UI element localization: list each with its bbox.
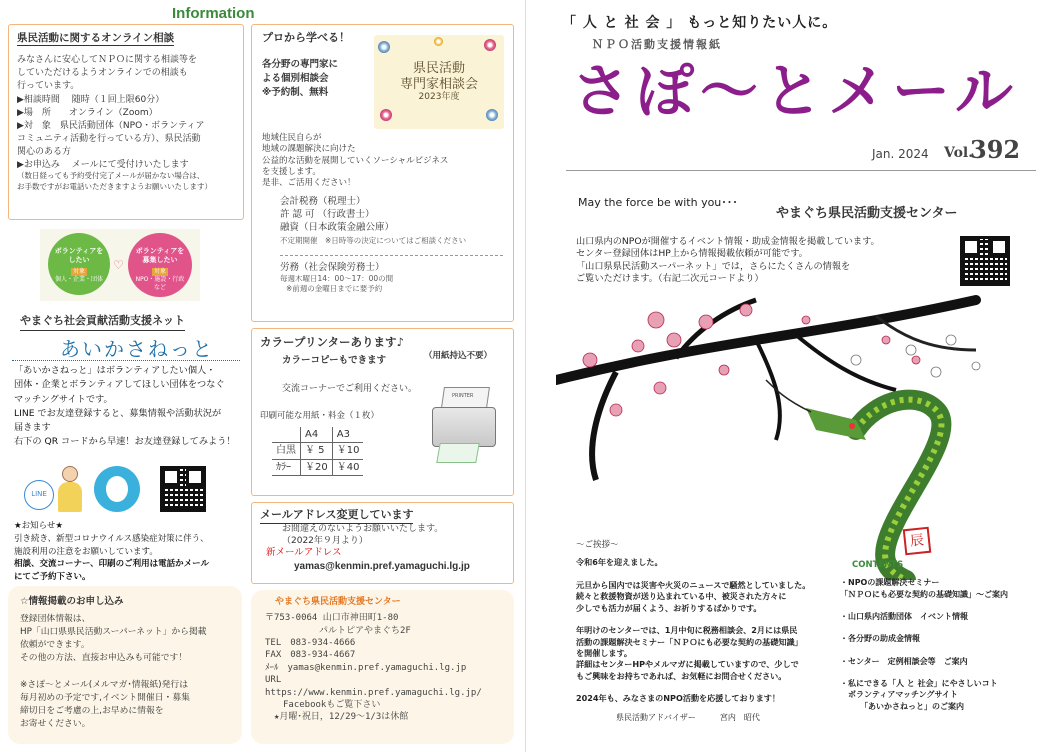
notice-line: 相談、交流コーナー、印刷のご利用は電話かメール	[14, 559, 209, 570]
aika-body-line: 団体・企業とボランティアしてほしい団体をつなぐ	[14, 379, 225, 391]
center-line: ﾒｰﾙ yamas@kenmin.pref.yamaguchi.lg.jp	[265, 662, 467, 673]
notice-body	[14, 533, 244, 584]
pro-item: 融資（日本政策金融公庫）	[280, 221, 395, 233]
online-intro-line: みなさんに安心してＮＰＯに関する相談等を	[17, 55, 198, 66]
price-table	[272, 427, 363, 477]
price-cell: 白黒	[272, 443, 301, 460]
notice-line: 施設利用の注意をお願いしています。	[14, 546, 158, 557]
notice-title: ★お知らせ★	[14, 521, 63, 531]
volume-label: Vol.	[944, 145, 974, 161]
listing-line: お寄せください。	[20, 719, 91, 730]
aika-heading: やまぐち社会貢献活動支援ネット	[20, 314, 185, 331]
new-mail-label: 新メールアドレス	[266, 547, 342, 559]
notice-line: 引き続き、新型コロナウイルス感染症対策に伴う、	[14, 533, 209, 544]
online-note-line: お手数ですがお電話いただきますようお願いいたします）	[17, 181, 212, 191]
price-cell: ￥10	[332, 443, 363, 460]
center-line: TEL 083-934-4666	[265, 637, 356, 648]
pro-item: 会計税務（税理士）	[280, 195, 366, 207]
mail-change-box	[251, 502, 514, 584]
labor-note: ※前週の金曜日までに要予約	[286, 284, 383, 294]
printer-box	[251, 328, 514, 496]
greeting-line: 活動の課題解決セミナー「ＮＰＯにも必要な契約の基礎知識」	[576, 636, 803, 647]
greeting-line	[576, 614, 828, 625]
greeting	[576, 540, 828, 724]
pro-sub-line: 各分野の専門家に	[262, 58, 339, 70]
heart-icon: ♡	[113, 258, 124, 272]
aika-body-line: 右下の QR コードから早速！お友達登録してみよう！	[14, 436, 236, 448]
pro-item: 許 認 可 （行政書士）	[280, 208, 375, 220]
online-intro-line: 行っています。	[17, 81, 80, 92]
greeting-line	[576, 569, 828, 580]
online-row-line: ▶対 象 県民活動団体（NPO・ボランティア	[17, 120, 205, 131]
price-cell: ￥40	[332, 459, 363, 476]
aika-qr-code[interactable]	[160, 466, 206, 512]
greeting-body	[576, 557, 828, 704]
badge-right-line: 募集したい	[142, 256, 178, 265]
tagline: 「 人 と 社 会 」 もっと知りたい人に。	[562, 15, 838, 31]
pro-body-line: 公益的な活動を展開していくソーシャルビジネス	[262, 155, 449, 166]
online-row-line: コミュニティ活動を行っている方）、県民活動	[17, 134, 201, 145]
center-line: ★月曜･祝日，12/29～1/3は休館	[265, 712, 409, 723]
intro-text	[576, 236, 956, 286]
center-line: Facebookもご覧下さい	[265, 699, 381, 710]
online-row-line: 関心のある方	[17, 147, 72, 158]
printer-illustration: PRINTER	[428, 387, 500, 465]
aika-body-line: LINE でお友達登録すると、募集情報や活動状況が	[14, 407, 222, 419]
center-name: やまぐち県民活動支援センター	[776, 206, 958, 221]
supernet-qr-code[interactable]	[960, 236, 1010, 286]
printer-body: 交流コーナーでご利用ください。	[282, 384, 418, 395]
line-icon: LINE	[24, 480, 54, 510]
center-line: FAX 083-934-4667	[265, 650, 356, 661]
listing-box	[8, 586, 242, 744]
contents-item-line: 「ＮＰＯにも必要な契約の基礎知識」～ご案内	[840, 589, 1008, 599]
listing-body	[20, 613, 230, 732]
contents-item-line: ・山口県内活動団体 イベント情報	[840, 612, 968, 622]
badge-right-sub-line: など	[153, 284, 166, 292]
printer-note: （用紙持込不要）	[424, 351, 493, 361]
listing-line: その他の方法、直接お申込みも可能です！	[20, 653, 188, 664]
greeting-line: もご興味をお持ちであれば、お気軽にお問合せください。	[576, 670, 787, 681]
online-consult-note	[17, 171, 235, 191]
aika-description	[14, 364, 254, 450]
poster-line: 県民活動	[412, 61, 465, 76]
listing-line: 毎月初めの予定です,イベント開催日・募集	[20, 692, 190, 703]
notice	[14, 520, 244, 584]
mail-body	[282, 524, 505, 547]
badge-right-sub-line: NPO・施設・行政	[135, 276, 185, 284]
center-info-title: やまぐち県民活動支援センター	[275, 597, 401, 607]
greeting-line: 少しでも活力が届くよう、お祈りするばかりです。	[576, 602, 762, 613]
contents-title: CONTENTS	[852, 560, 904, 570]
center-info-box	[251, 590, 514, 744]
price-cell: ｶﾗｰ	[272, 459, 301, 476]
pro-consult-box	[251, 24, 514, 322]
online-row-line: ▶相談時間 随時（１回上限60分）	[17, 94, 165, 105]
notice-line: にてご予約下さい。	[14, 572, 91, 582]
pro-body-line: 是非、ご活用ください！	[262, 178, 356, 189]
issue-date: Jan. 2024	[872, 147, 929, 161]
poster-line: 専門家相談会	[399, 76, 478, 92]
aika-body-line: 「あいかさねっと」はボランティアしたい個人・	[14, 365, 216, 376]
printer-title: カラープリンターあります♪	[260, 335, 404, 349]
pro-consult-body	[262, 133, 503, 190]
center-line: URL	[265, 675, 282, 686]
masthead-subtitle: ＮＰＯ活動支援情報紙	[592, 38, 722, 51]
listing-title: ☆情報掲載のお申し込み	[20, 596, 124, 607]
dragon-seal: 辰	[903, 527, 932, 556]
price-cell: ￥20	[301, 459, 333, 476]
online-consult-box	[8, 24, 244, 220]
contents-item-line: ・各分野の助成金情報	[840, 634, 920, 644]
contents-item-line: ・私にできる「人 と 社会」にやさしいコト	[840, 679, 998, 689]
mail-line: お間違えのないようお願いいたします。	[282, 523, 444, 534]
online-row-line: ▶お申込み メールにて受付けいたします	[17, 160, 189, 171]
greeting-line	[576, 682, 828, 693]
pro-consult-title: プロから学べる！	[262, 31, 350, 44]
price-cell: ￥ 5	[301, 443, 333, 460]
contents-item-line: ・NPOの課題解決セミナー	[840, 578, 940, 588]
contents-item-line	[840, 645, 1040, 656]
contents	[840, 560, 1040, 712]
listing-line: 登録団体情報は、	[20, 613, 91, 624]
labor-item: 労務（社会保険労務士）	[280, 261, 385, 273]
online-note-line: （数日経っても予約受付完了メールが届かない場合は、	[17, 171, 205, 181]
intro-line: ご覧いただけます。（右記二次元コードより）	[576, 273, 764, 285]
greeting-line: を開催します。	[576, 648, 633, 659]
volume-number: 392	[970, 135, 1021, 164]
contents-item-line: ・センター 定例相談会等 ご案内	[840, 656, 968, 666]
listing-line: ※さぽ～とメール(メルマガ･情報紙)発行は	[20, 679, 189, 690]
greeting-signature: 県民活動アドバイザー 宮内 昭代	[616, 712, 760, 722]
listing-line: 依頼ができます。	[20, 640, 90, 651]
greeting-line: 続々と救援物資が送り込まれている中、被災された方々に	[576, 591, 787, 602]
volunteer-badges	[40, 229, 200, 301]
badge-right-line: ボランティアを	[135, 247, 185, 255]
force-quote: May the force be with you･･･	[578, 196, 738, 209]
intro-line: 山口県内のNPOが開催するイベント情報・助成金情報を掲載しています。	[576, 236, 880, 247]
new-mail-address[interactable]: yamas@kenmin.pref.yamaguchi.lg.jp	[294, 561, 470, 573]
pro-consult-items	[262, 196, 503, 295]
contents-item-line: ボランティアマッチングサイト	[840, 690, 958, 700]
listing-line: 締切日をご考慮の上,お早めに情報を	[20, 706, 164, 717]
contents-list	[840, 577, 1040, 711]
center-info-body	[265, 612, 500, 724]
contents-item-line: 「あいかさねっと」のご案内	[840, 701, 964, 711]
person-illustration	[56, 466, 84, 514]
labor-time: 毎週木曜日14：00～17：00の間	[280, 274, 394, 284]
center-line: パルトピアやまぐち2F	[265, 625, 411, 636]
contents-item-line	[840, 622, 1040, 633]
price-cell: A4	[301, 427, 333, 443]
contents-item-line	[840, 667, 1040, 678]
aika-logo-icon	[94, 466, 140, 512]
masthead-title: さぽ～とメール	[572, 57, 1019, 125]
pro-sub-line: よる個別相談会	[262, 73, 329, 85]
greeting-line: 令和6年を迎えました。	[576, 557, 663, 568]
contents-item-line	[840, 600, 1040, 611]
plum-dragon-artwork	[556, 280, 1040, 580]
greeting-line: 2024年も、みなさまのNPO活動を応援しております！	[576, 693, 780, 704]
consult-poster	[374, 35, 504, 129]
online-intro-line: していただけるようオンラインでの相談も	[17, 68, 188, 79]
greeting-title: ～ご挨拶～	[576, 540, 619, 550]
intro-line: センター登録団体はHP上から情報掲載依頼が可能です。	[576, 248, 808, 260]
information-heading: Information	[172, 5, 255, 22]
pro-body-line: 地域の課題解決に向けた	[262, 144, 356, 155]
pro-body-line: を支援します。	[262, 167, 321, 177]
online-consult-title: 県民活動に関するオンライン相談	[17, 31, 174, 46]
online-consult-intro	[17, 54, 235, 92]
poster-line: 2023年度	[418, 92, 460, 103]
printer-subtitle: カラーコピーもできます	[282, 354, 387, 366]
listing-line	[20, 666, 230, 679]
recruit-volunteer-badge: ボランティアを 募集したい 対象 NPO・施設・行政 など	[128, 233, 192, 297]
pro-sub-line: ※予約制、無料	[262, 87, 329, 99]
badge-left-sub-line: 個人・企業・団体	[54, 276, 103, 284]
center-line: 〒753-0064 山口市神田町1-80	[265, 613, 399, 624]
price-cell	[272, 427, 301, 443]
price-table-title: 印刷可能な用紙・料金（１枚）	[260, 411, 380, 422]
mail-title: メールアドレス変更しています	[260, 508, 413, 524]
badge-left-line: ボランティアを	[54, 247, 104, 255]
pro-body-line: 地域住民自らが	[262, 132, 322, 143]
price-cell: A3	[332, 427, 363, 443]
intro-line: 「山口県県民活動スーパーネット」では，さらにたくさんの情報を	[576, 260, 851, 272]
want-volunteer-badge: ボランティアを したい 対象 個人・企業・団体	[48, 233, 110, 295]
aika-body-line: 届きます	[14, 422, 51, 433]
greeting-line: 詳細はセンターHPやメルマガに掲載していますので、少しで	[576, 659, 799, 670]
listing-line: HP「山口県県民活動スーパーネット」から掲載	[20, 627, 207, 637]
online-consult-details	[17, 94, 235, 172]
aika-body-line: マッチングサイトです。	[14, 393, 113, 405]
online-row-line: ▶場 所 オンライン（Zoom）	[17, 107, 158, 118]
aika-name: あいかさねっと	[60, 337, 214, 361]
greeting-line: 年明けのセンターでは、1月中旬に税務相談会、2月には県民	[576, 625, 798, 636]
pro-item-note: 不定期開催 ※日時等の決定についてはご相談ください	[280, 236, 467, 246]
center-line: https://www.kenmin.pref.yamaguchi.lg.jp/	[265, 687, 482, 698]
mail-line: （2022年９月より）	[282, 535, 368, 546]
greeting-line: 元旦から国内では災害や火災のニュースで騒然としていました。	[576, 580, 811, 591]
badge-left-line: したい	[68, 256, 90, 265]
